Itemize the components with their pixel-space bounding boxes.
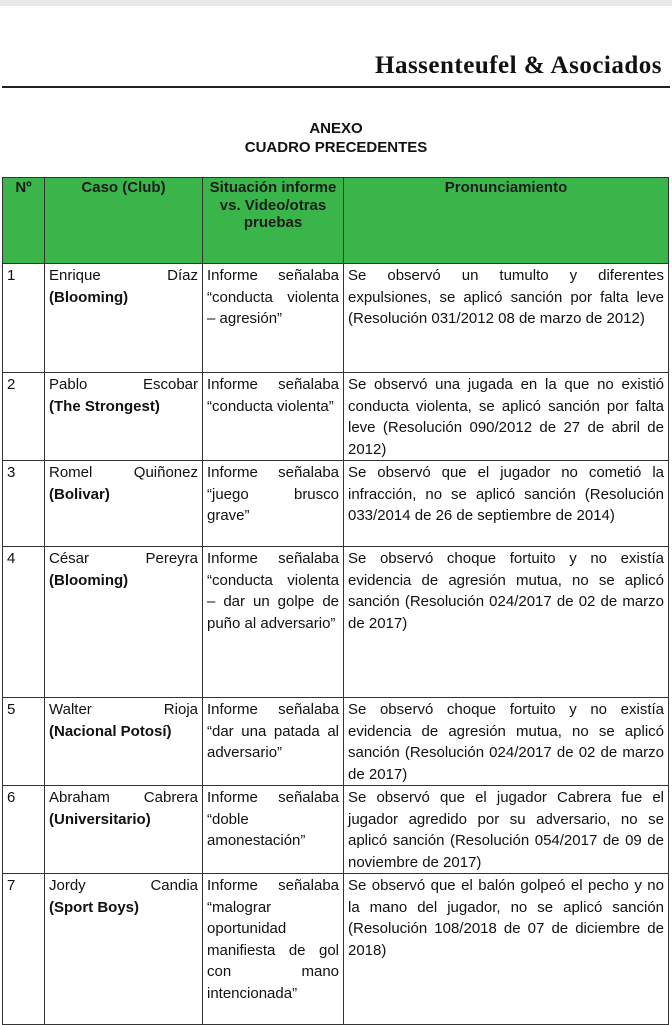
column-header-number: Nº (3, 178, 45, 264)
table-row (3, 373, 669, 461)
situation-text: Informe señalaba “conducta violenta – agresión” (207, 267, 339, 327)
club-name: (Bolivar) (49, 485, 110, 503)
precedents-table (2, 177, 669, 1025)
ruling-cell (344, 698, 669, 786)
row-number: 3 (3, 461, 45, 547)
annex-title: ANEXO (309, 120, 363, 137)
row-number: 5 (3, 698, 45, 786)
table-row (3, 698, 669, 786)
ruling-text: Se observó choque fortuito y no existía evidencia de agresión mutua, no se aplicó sanción (Resolución 024/2017 de 02 de marzo de 2017) (348, 701, 664, 783)
ruling-cell (344, 874, 669, 1025)
player-name: César Pereyra (49, 550, 198, 567)
situation-cell (203, 698, 344, 786)
ruling-text: Se observó que el balón golpeó el pecho y no la mano del jugador, no se aplicó sanción (Resolución 108/2018 de 07 de diciembre de 2018) (348, 877, 664, 959)
situation-cell (203, 786, 344, 874)
letterhead-rule (2, 86, 670, 88)
top-margin-strip (0, 0, 672, 6)
player-name: Walter Rioja (49, 701, 198, 718)
column-header-case: Caso (Club) (45, 178, 203, 264)
table-row (3, 461, 669, 547)
row-number: 7 (3, 874, 45, 1025)
player-name: Pablo Escobar (49, 376, 198, 393)
case-cell (45, 264, 203, 373)
row-number: 4 (3, 547, 45, 698)
table-row (3, 547, 669, 698)
player-name: Enrique Díaz (49, 267, 198, 284)
ruling-text: Se observó que el jugador no cometió la infracción, no se aplicó sanción (Resolución 033/2014 de 26 de septiembre de 2014) (348, 464, 664, 524)
situation-cell (203, 461, 344, 547)
club-name: (The Strongest) (49, 397, 160, 415)
case-cell (45, 874, 203, 1025)
situation-text: Informe señalaba “juego brusco grave” (207, 464, 339, 524)
ruling-cell (344, 786, 669, 874)
situation-cell (203, 264, 344, 373)
case-cell (45, 698, 203, 786)
table-row (3, 264, 669, 373)
row-number: 6 (3, 786, 45, 874)
situation-cell (203, 547, 344, 698)
row-number: 2 (3, 373, 45, 461)
firm-letterhead: Hassenteufel & Asociados (375, 52, 662, 79)
table-row (3, 786, 669, 874)
row-number: 1 (3, 264, 45, 373)
case-cell (45, 547, 203, 698)
column-header-ruling: Pronunciamiento (344, 178, 669, 264)
ruling-cell (344, 461, 669, 547)
situation-text: Informe señalaba “malograr oportunidad manifiesta de gol con mano intencionada” (207, 877, 339, 1002)
ruling-cell (344, 373, 669, 461)
player-name: Jordy Candia (49, 877, 198, 894)
ruling-text: Se observó que el jugador Cabrera fue el jugador agredido por su adversario, no se aplicó sanción (Resolución 054/2017 de 09 de noviembre de 2017) (348, 789, 664, 871)
player-name: Abraham Cabrera (49, 789, 198, 806)
column-header-situation: Situación informe vs. Video/otras pruebas (203, 178, 344, 264)
table-row (3, 874, 669, 1025)
situation-cell (203, 874, 344, 1025)
ruling-cell (344, 547, 669, 698)
situation-text: Informe señalaba “dar una patada al adversario” (207, 701, 339, 761)
club-name: (Blooming) (49, 288, 129, 306)
case-cell (45, 373, 203, 461)
ruling-text: Se observó un tumulto y diferentes expulsiones, se aplicó sanción por falta leve (Resolución 031/2012 08 de marzo de 2012) (348, 267, 664, 327)
club-name: (Blooming) (49, 571, 129, 589)
situation-text: Informe señalaba “conducta violenta – dar un golpe de puño al adversario” (207, 550, 339, 632)
case-cell (45, 461, 203, 547)
ruling-text: Se observó una jugada en la que no existió conducta violenta, se aplicó sanción por falta leve (Resolución 090/2012 de 27 de abril de 2012) (348, 376, 664, 458)
ruling-text: Se observó choque fortuito y no existía evidencia de agresión mutua, no se aplicó sanción (Resolución 024/2017 de 02 de marzo de 2017) (348, 550, 664, 632)
case-cell (45, 786, 203, 874)
club-name: (Sport Boys) (49, 898, 139, 916)
situation-cell (203, 373, 344, 461)
situation-text: Informe señalaba “conducta violenta” (207, 376, 339, 415)
table-header-row (3, 178, 669, 264)
club-name: (Nacional Potosí) (49, 722, 172, 740)
situation-text: Informe señalaba “doble amonestación” (207, 789, 339, 849)
player-name: Romel Quiñonez (49, 464, 198, 481)
annex-subtitle: CUADRO PRECEDENTES (244, 139, 428, 156)
ruling-cell (344, 264, 669, 373)
club-name: (Universitario) (49, 810, 151, 828)
